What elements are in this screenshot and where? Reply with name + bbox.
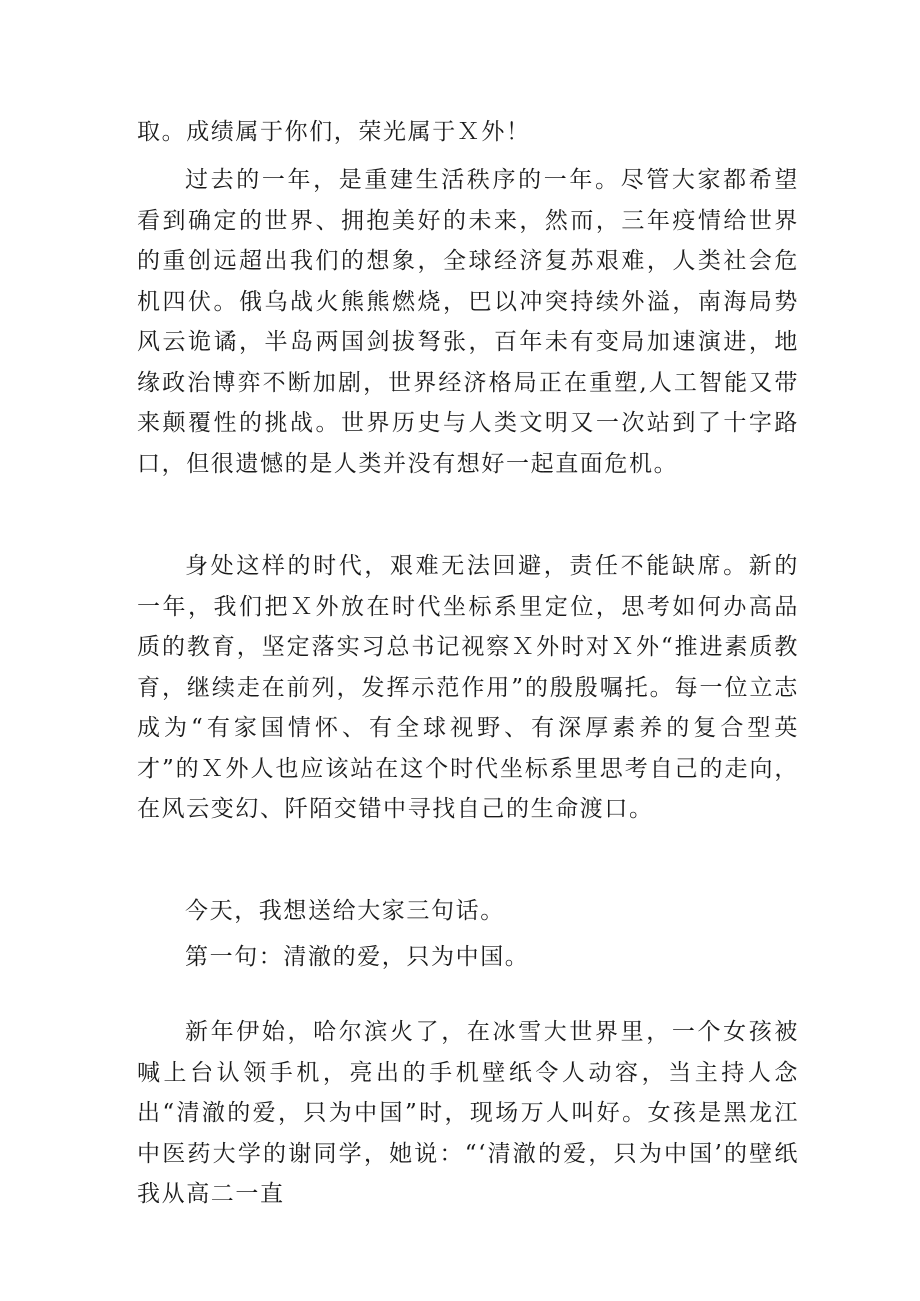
paragraph-harbin-story: 新年伊始，哈尔滨火了，在冰雪大世界里，一个女孩被喊上台认领手机，亮出的手机壁纸令人动容，当主持人念出“清澈的爱，只为中国”时，现场万人叫好。女孩是黑龙江中医药大学的谢同学，她说：“‘清澈的爱，只为中国’的壁纸我从高二一直 bbox=[137, 1019, 799, 1207]
paragraph-new-year: 身处这样的时代，艰难无法回避，责任不能缺席。新的一年，我们把Ｘ外放在时代坐标系里定位，思考如何办高品质的教育，坚定落实习总书记视察Ｘ外时对Ｘ外“推进素质教育，继续走在前列，发挥示范作用”的殷殷嘱托。每一位立志成为“有家国情怀、有全球视野、有深厚素养的复合型英才”的Ｘ外人也应该站在这个时代坐标系里思考自己的走向，在风云变幻、阡陌交错中寻找自己的生命渡口。 bbox=[137, 553, 799, 822]
paragraph-three-sentences: 今天，我想送给大家三句话。 bbox=[185, 898, 505, 924]
paragraph-continuation: 取。成绩属于你们，荣光属于Ｘ外！ bbox=[137, 119, 531, 145]
paragraph-past-year: 过去的一年，是重建生活秩序的一年。尽管大家都希望看到确定的世界、拥抱美好的未来，然而，三年疫情给世界的重创远超出我们的想象，全球经济复苏艰难，人类社会危机四伏。俄乌战火熊熊燃烧，巴以冲突持续外溢，南海局势风云诡谲，半岛两国剑拔弩张，百年未有变局加速演进，地缘政治博弈不断加剧，世界经济格局正在重塑,人工智能又带来颠覆性的挑战。世界历史与人类文明又一次站到了十字路口，但很遗憾的是人类并没有想好一起直面危机。 bbox=[137, 167, 799, 477]
paragraph-first-sentence-heading: 第一句：清澈的爱，只为中国。 bbox=[185, 944, 530, 970]
